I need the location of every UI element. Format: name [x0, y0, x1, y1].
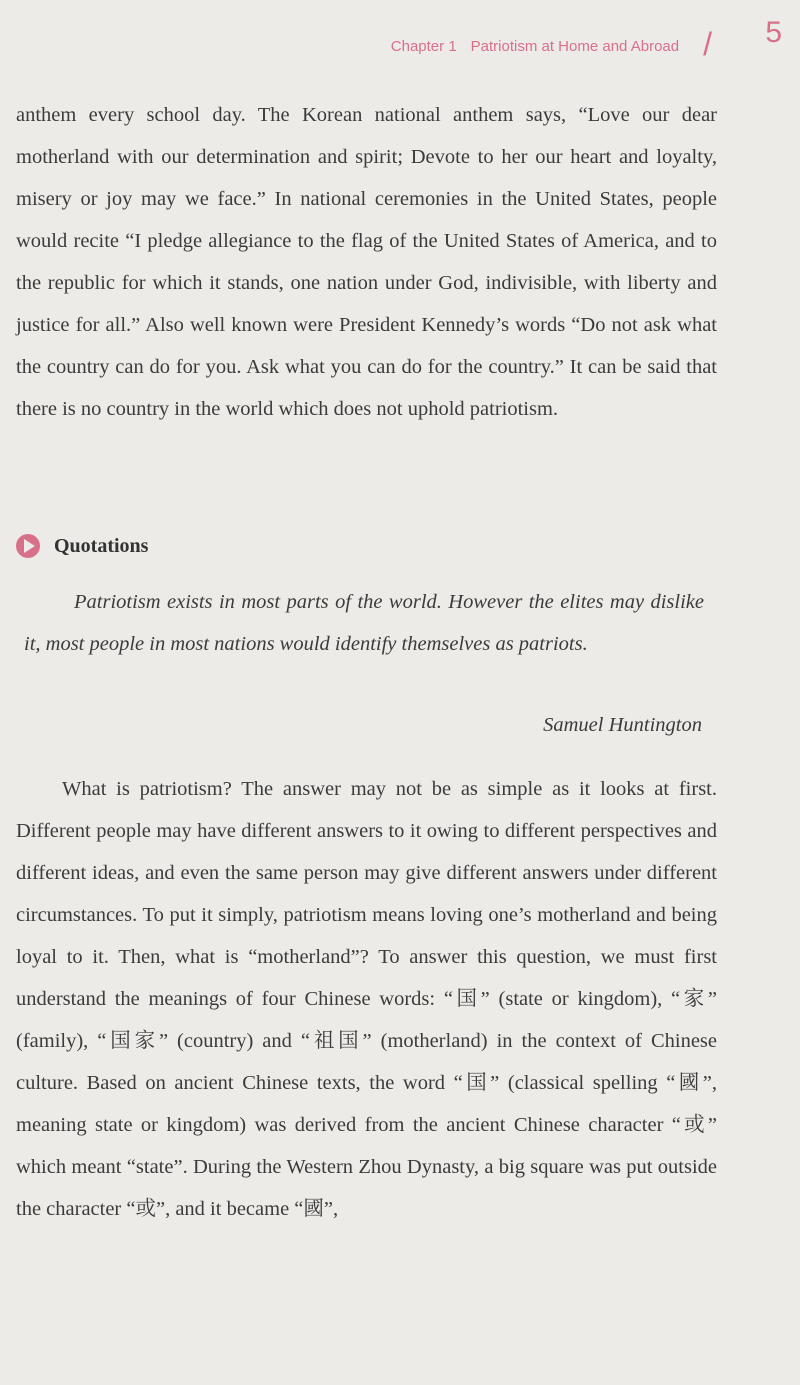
- chapter-title: Patriotism at Home and Abroad: [470, 38, 680, 55]
- quotations-label: Quotations: [54, 534, 149, 557]
- quotations-heading: [16, 534, 148, 558]
- quotation-author: Samuel Huntington: [543, 714, 702, 736]
- play-circle-icon: [16, 534, 40, 558]
- chapter-label: Chapter 1: [390, 38, 457, 55]
- running-header: [390, 16, 782, 62]
- header-separator: /: [703, 26, 712, 62]
- body-paragraph-1: anthem every school day. The Korean national anthem says, “Love our dear motherland with our determination and spirit; Devote to her our heart and loyalty, misery or joy may we face.” In national ceremonies in the United States, people would recite “I pledge allegiance to the flag of the United States of America, and to the republic for which it stands, one nation under God, indivisible, with liberty and justice for all.” Also well known were President Kennedy’s words “Do not ask what the country can do for you. Ask what you can do for the country.” It can be said that there is no country in the world which does not uphold patriotism.: [16, 104, 717, 420]
- quotation-text: Patriotism exists in most parts of the world. However the elites may dislike it, most people in most nations would identify themselves as patriots.: [24, 591, 704, 655]
- body-paragraph-2: What is patriotism? The answer may not be as simple as it looks at first. Different people may have different answers to it owing to different perspectives and different ideas, and even the same person may give different answers under different circumstances. To put it simply, patriotism means loving one’s motherland and being loyal to it. Then, what is “motherland”? To answer this question, we must first understand the meanings of four Chinese words: “国” (state or kingdom), “家” (family), “国家” (country) and “祖国” (motherland) in the context of Chinese culture. Based on ancient Chinese texts, the word “国” (classical spelling “國”, meaning state or kingdom) was derived from the ancient Chinese character “或” which meant “state”. During the Western Zhou Dynasty, a big square was put outside the character “或”, and it became “國”,: [16, 778, 717, 1220]
- page-number: 5: [765, 16, 782, 49]
